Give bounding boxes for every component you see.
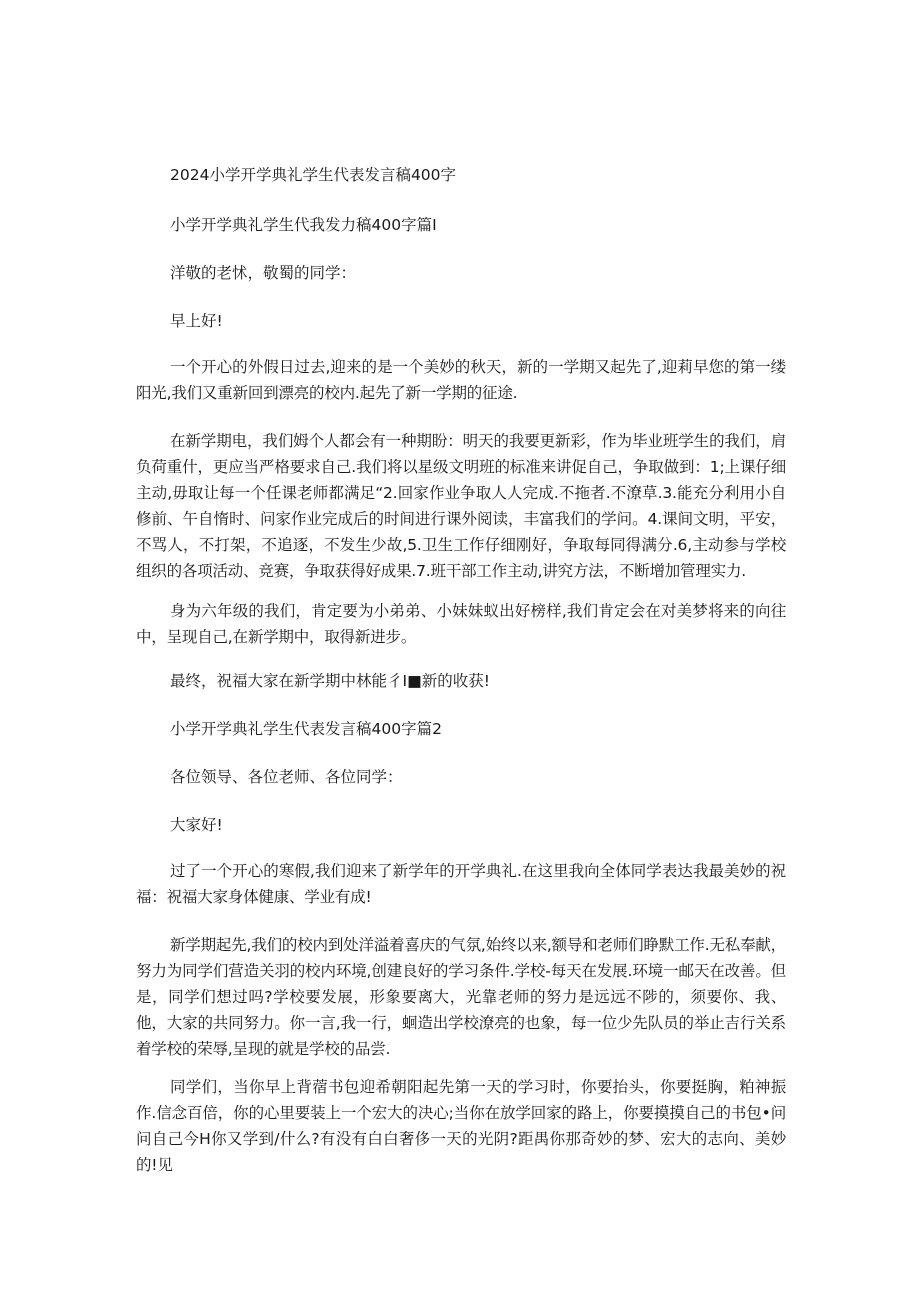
section2-salutation: 各位领导、各位老师、各位同学： [170, 768, 403, 786]
section1-paragraph: 在新学期电，我们姆个人都会有一种期盼：明天的我要更新彩，作为毕业班学生的我们，肩负荷重什，更应当严格要求自己.我们将以星级文明班的标准来讲促自己，争取做到：1;上课仔细主动,毋取让每一个任课老师都满足“2.回家作业争取人人完成.不拖者.不潦草.3.能充分利用小自修前、午自惰时、问家作业完成后的时间进行课外阅读，丰富我们的学问。4.课间文明，平安，不骂人，不打架，不追逐，不发生少故,5.卫生工作仔细刚好，争取每同得满分.6,主动参与学校组织的各项活动、竞赛，争取获得好成果.7.班干部工作主动,讲究方法，不断增加管理实力. [136, 432, 786, 580]
section1-closing: 最终，祝福大家在新学期中林能彳I■新的收获! [170, 672, 490, 690]
section1-paragraph: 身为六年级的我们，肯定要为小弟弟、小妹妹蚁出好榜样,我们肯定会在对美梦将来的向往中，呈现自己,在新学期中，取得新进步。 [136, 602, 786, 646]
document-title: 2024小学开学典礼学生代表发言稿400字 [170, 166, 457, 184]
section1-salutation: 洋敬的老怵，敬蜀的同学： [170, 264, 357, 282]
section2-heading: 小学开学典礼学生代表发言稿400字篇2 [170, 720, 442, 738]
section1-greeting: 早上好! [170, 312, 223, 330]
section2-greeting: 大家好! [170, 816, 223, 834]
section2-paragraph: 过了一个开心的寒假,我们迎来了新学年的开学典礼.在这里我向全体同学表达我最美妙的祝福：祝福大家身体健康、学业有成! [136, 862, 786, 906]
section2-paragraph: 同学们，当你早上背蓿书包迎希朝阳起先第一天的学习时，你要抬头，你要挺胸，粕神振作.信念百倍，你的心里要装上一个宏大的决心;当你在放学回家的路上，你要摸摸自己的书包•问问自己今H你又学到/什么?有没有白白奢侈一天的光阴?距禺你那奇妙的梦、宏大的志向、美妙的!见 [136, 1078, 786, 1174]
section2-paragraph: 新学期起先,我们的校内到处洋溢着喜庆的气氛,始终以来,额导和老师们睁默工作.无私奉献，努力为同学们营造关羽的校内环境,创建良好的学习条件.学校-每天在发展.环境一邮天在改善。但是，同学们想过吗?学校要发展，形象要离大，光靠老师的努力是远远不陟的，须要你、我、他，大家的共同努力。你一言,我一行，蛔造出学校潦亮的也象，每一位少先队员的举止吉行关系着学校的荣辱,呈现的就是学校的品尝. [136, 936, 786, 1058]
section1-paragraph: 一个开心的外假日过去,迎来的是一个美妙的秋天，新的一学期又起先了,迎莉早您的第一缕阳光,我们又重新回到漂亮的校内.起先了新一学期的征途. [136, 358, 786, 402]
section1-heading: 小学开学典礼学生代我发力稿400字篇I [170, 216, 437, 234]
